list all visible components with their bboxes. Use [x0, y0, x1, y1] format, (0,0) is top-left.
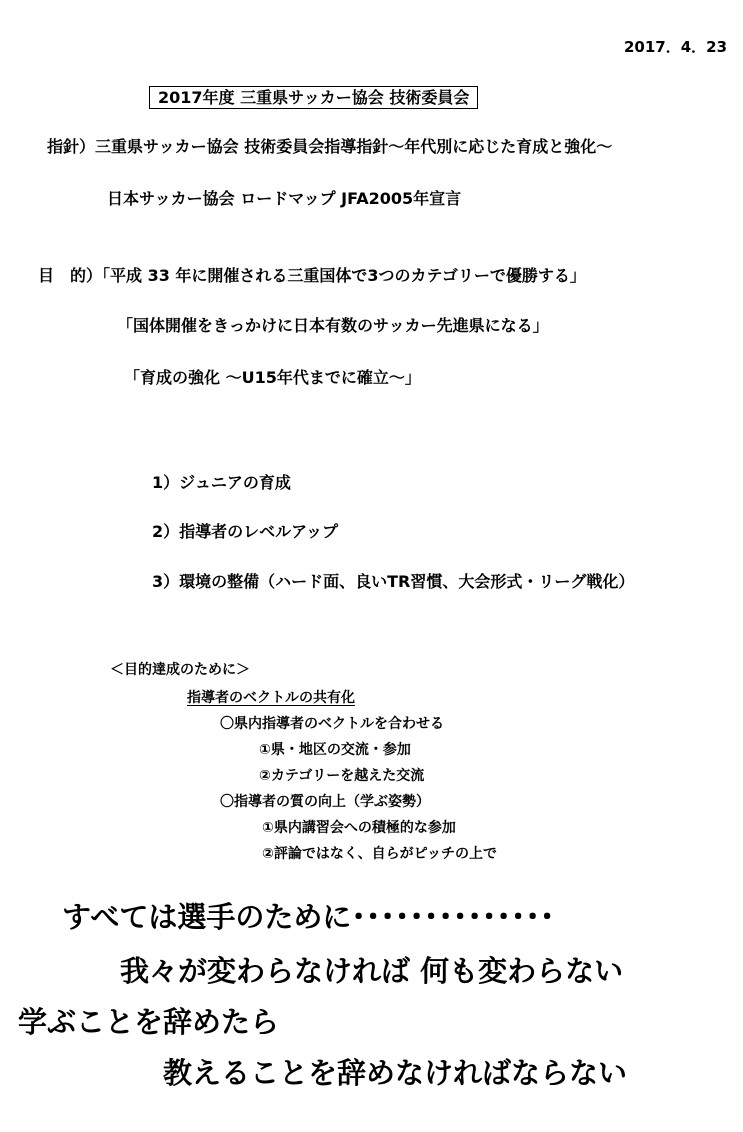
guideline-line-1: 指針）三重県サッカー協会 技術委員会指導指針～年代別に応じた育成と強化～: [47, 137, 613, 156]
point-1-sub-2: ②カテゴリーを越えた交流: [259, 768, 425, 784]
guideline-line-2: 日本サッカー協会 ロードマップ JFA2005年宣言: [107, 189, 462, 208]
list-item-environment: 3）環境の整備（ハード面、良いTR習慣、大会形式・リーグ戦化）: [152, 572, 635, 591]
slogan-2: 我々が変わらなければ 何も変わらない: [120, 954, 624, 988]
slogan-4: 教えることを辞めなければならない: [163, 1056, 628, 1090]
point-2-sub-2: ②評論ではなく、自らがピッチの上で: [262, 846, 498, 862]
purpose-line-3: 「育成の強化 ～U15年代までに確立～」: [124, 368, 421, 387]
achievement-heading: ＜目的達成のために＞: [110, 662, 250, 678]
purpose-line-2: 「国体開催をきっかけに日本有数のサッカー先進県になる」: [117, 316, 549, 335]
list-item-junior: 1）ジュニアの育成: [152, 473, 291, 492]
slogan-3: 学ぶことを辞めたら: [18, 1005, 280, 1039]
point-1: 〇県内指導者のベクトルを合わせる: [220, 716, 444, 732]
purpose-line-1: 目 的）「平成 33 年に開催される三重国体で3つのカテゴリーで優勝する」: [38, 266, 586, 285]
list-item-coach: 2）指導者のレベルアップ: [152, 522, 339, 541]
point-2: 〇指導者の質の向上（学ぶ姿勢）: [220, 794, 430, 810]
slogan-1: すべては選手のために･･････････････: [62, 900, 555, 934]
point-2-sub-1: ①県内講習会への積極的な参加: [262, 820, 456, 836]
achievement-subheading: 指導者のベクトルの共有化: [187, 690, 355, 706]
document-title: 2017年度 三重県サッカー協会 技術委員会: [149, 86, 478, 109]
point-1-sub-1: ①県・地区の交流・参加: [259, 742, 411, 758]
document-date: 2017．4．23: [624, 38, 728, 56]
